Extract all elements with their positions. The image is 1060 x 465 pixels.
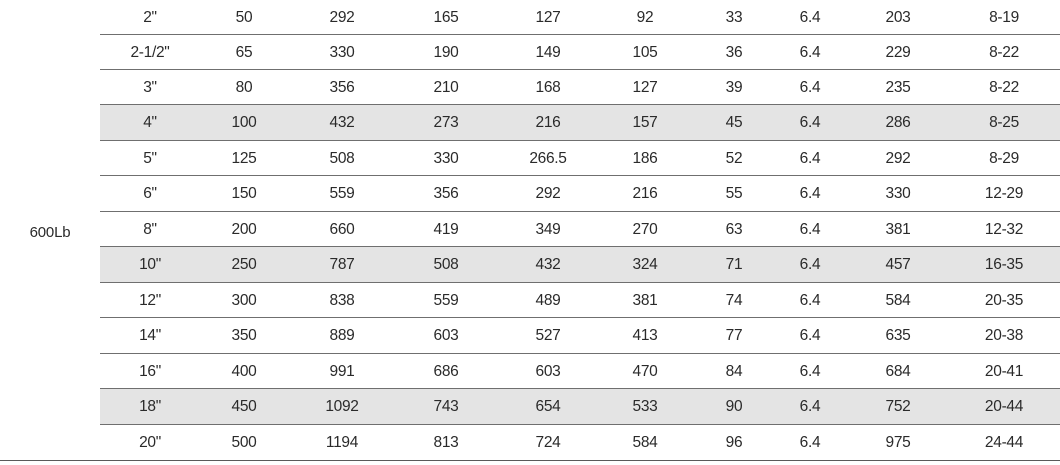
- table-cell-col-8: 16-35: [984, 255, 1024, 273]
- table-cell-col-2: 210: [433, 78, 459, 96]
- table-cell-col-3: 489: [535, 291, 561, 309]
- table-cell-dn: 50: [235, 8, 253, 26]
- table-cell-dn: 200: [231, 220, 257, 238]
- table-cell-col-5: 90: [725, 397, 743, 415]
- table-cell-size: 18": [139, 397, 161, 415]
- table-cell-dn: 300: [231, 291, 257, 309]
- pressure-class-label: 600Lb: [29, 224, 71, 241]
- table-cell-col-6: 6.4: [799, 43, 821, 61]
- table-cell-size: 2-1/2": [130, 43, 170, 61]
- table-cell-col-4: 186: [632, 149, 658, 167]
- table-cell-size: 8": [143, 220, 157, 238]
- table-cell-dn: 250: [231, 255, 257, 273]
- row-divider: [100, 246, 1060, 247]
- table-cell-col-5: 74: [725, 291, 743, 309]
- table-cell-dn: 450: [231, 397, 257, 415]
- table-cell-col-8: 20-35: [984, 291, 1024, 309]
- table-row: [100, 35, 1060, 70]
- table-cell-col-5: 52: [725, 149, 743, 167]
- table-cell-col-2: 813: [433, 433, 459, 451]
- table-row: [100, 354, 1060, 389]
- table-cell-col-8: 8-29: [989, 149, 1019, 167]
- table-cell-size: 14": [139, 326, 161, 344]
- table-cell-col-5: 63: [725, 220, 743, 238]
- table-cell-col-2: 508: [433, 255, 459, 273]
- table-cell-col-5: 45: [725, 113, 743, 131]
- table-cell-col-2: 419: [433, 220, 459, 238]
- table-cell-col-8: 24-44: [984, 433, 1024, 451]
- table-row: [100, 105, 1060, 140]
- table-cell-col-2: 190: [433, 43, 459, 61]
- table-cell-col-6: 6.4: [799, 326, 821, 344]
- table-cell-col-1: 991: [329, 362, 355, 380]
- table-cell-col-1: 508: [329, 149, 355, 167]
- table-cell-col-7: 292: [885, 149, 911, 167]
- table-cell-col-8: 12-32: [984, 220, 1024, 238]
- table-cell-col-3: 603: [535, 362, 561, 380]
- table-cell-col-3: 527: [535, 326, 561, 344]
- table-cell-size: 6": [143, 184, 157, 202]
- row-divider: [100, 317, 1060, 318]
- table-cell-col-3: 266.5: [529, 149, 567, 167]
- table-cell-col-7: 457: [885, 255, 911, 273]
- table-cell-col-4: 413: [632, 326, 658, 344]
- table-cell-col-8: 8-22: [989, 43, 1019, 61]
- table-cell-col-3: 724: [535, 433, 561, 451]
- table-cell-col-7: 330: [885, 184, 911, 202]
- table-cell-col-3: 654: [535, 397, 561, 415]
- table-cell-col-4: 127: [632, 78, 658, 96]
- table-cell-size: 10": [139, 255, 161, 273]
- row-divider: [100, 34, 1060, 35]
- table-row: [100, 283, 1060, 318]
- table-cell-col-5: 96: [725, 433, 743, 451]
- row-divider: [100, 175, 1060, 176]
- table-cell-col-2: 165: [433, 8, 459, 26]
- table-cell-col-2: 603: [433, 326, 459, 344]
- table-cell-col-2: 273: [433, 113, 459, 131]
- table-cell-col-8: 8-19: [989, 8, 1019, 26]
- table-cell-col-8: 12-29: [984, 184, 1024, 202]
- table-cell-col-5: 71: [725, 255, 743, 273]
- table-cell-col-4: 92: [636, 8, 654, 26]
- table-cell-col-3: 349: [535, 220, 561, 238]
- table-cell-col-5: 36: [725, 43, 743, 61]
- table-cell-col-2: 356: [433, 184, 459, 202]
- table-cell-dn: 65: [235, 43, 253, 61]
- table-cell-col-1: 1194: [325, 433, 359, 451]
- table-cell-col-7: 975: [885, 433, 911, 451]
- table-cell-dn: 350: [231, 326, 257, 344]
- table-cell-col-8: 20-38: [984, 326, 1024, 344]
- table-cell-col-7: 381: [885, 220, 911, 238]
- table-row: [100, 425, 1060, 460]
- table-cell-col-1: 660: [329, 220, 355, 238]
- table-cell-col-5: 84: [725, 362, 743, 380]
- table-cell-col-4: 105: [632, 43, 658, 61]
- table-cell-size: 20": [139, 433, 161, 451]
- table-cell-size: 4": [143, 113, 157, 131]
- table-cell-col-4: 157: [632, 113, 658, 131]
- table-cell-col-3: 168: [535, 78, 561, 96]
- table-cell-size: 3": [143, 78, 157, 96]
- table-row: [100, 247, 1060, 282]
- table-cell-dn: 400: [231, 362, 257, 380]
- table-cell-col-6: 6.4: [799, 397, 821, 415]
- table-cell-col-2: 330: [433, 149, 459, 167]
- table-cell-col-7: 584: [885, 291, 911, 309]
- table-cell-col-5: 39: [725, 78, 743, 96]
- table-row: [100, 70, 1060, 105]
- table-cell-col-1: 559: [329, 184, 355, 202]
- table-cell-col-4: 324: [632, 255, 658, 273]
- table-cell-col-1: 838: [329, 291, 355, 309]
- table-cell-col-7: 752: [885, 397, 911, 415]
- table-cell-col-8: 20-41: [984, 362, 1024, 380]
- table-cell-col-1: 292: [329, 8, 355, 26]
- row-divider: [100, 140, 1060, 141]
- table-cell-col-3: 292: [535, 184, 561, 202]
- table-cell-col-7: 229: [885, 43, 911, 61]
- table-cell-col-6: 6.4: [799, 184, 821, 202]
- table-cell-dn: 125: [231, 149, 257, 167]
- row-divider: [100, 353, 1060, 354]
- table-cell-col-6: 6.4: [799, 255, 821, 273]
- table-cell-col-6: 6.4: [799, 113, 821, 131]
- table-cell-dn: 100: [231, 113, 257, 131]
- table-cell-dn: 80: [235, 78, 253, 96]
- table-cell-col-1: 432: [329, 113, 355, 131]
- table-cell-col-2: 686: [433, 362, 459, 380]
- table-cell-col-8: 20-44: [984, 397, 1024, 415]
- row-divider: [100, 69, 1060, 70]
- table-cell-size: 16": [139, 362, 161, 380]
- table-cell-col-4: 270: [632, 220, 658, 238]
- table-cell-col-6: 6.4: [799, 8, 821, 26]
- table-cell-dn: 150: [231, 184, 257, 202]
- row-divider: [100, 104, 1060, 105]
- table-row: [100, 176, 1060, 211]
- table-cell-col-5: 33: [725, 8, 743, 26]
- table-cell-col-4: 470: [632, 362, 658, 380]
- table-cell-col-1: 787: [329, 255, 355, 273]
- table-cell-col-6: 6.4: [799, 362, 821, 380]
- table-cell-col-4: 584: [632, 433, 658, 451]
- table-cell-col-3: 216: [535, 113, 561, 131]
- table-cell-col-1: 889: [329, 326, 355, 344]
- table-row: [100, 0, 1060, 35]
- table-cell-col-4: 216: [632, 184, 658, 202]
- table-cell-col-7: 286: [885, 113, 911, 131]
- table-bottom-rule: [0, 460, 1060, 461]
- table-row: [100, 212, 1060, 247]
- table-cell-col-3: 149: [535, 43, 561, 61]
- row-divider: [100, 211, 1060, 212]
- table-cell-size: 2": [143, 8, 157, 26]
- table-cell-size: 12": [139, 291, 161, 309]
- table-cell-col-7: 635: [885, 326, 911, 344]
- table-cell-size: 5": [143, 149, 157, 167]
- table-row: [100, 141, 1060, 176]
- table-cell-col-8: 8-25: [989, 113, 1019, 131]
- table-cell-col-7: 684: [885, 362, 911, 380]
- table-cell-col-6: 6.4: [799, 78, 821, 96]
- table-cell-col-6: 6.4: [799, 220, 821, 238]
- table-cell-col-4: 533: [632, 397, 658, 415]
- table-cell-col-7: 203: [885, 8, 911, 26]
- table-cell-col-8: 8-22: [989, 78, 1019, 96]
- table-cell-col-2: 559: [433, 291, 459, 309]
- row-divider: [100, 282, 1060, 283]
- table-cell-col-1: 1092: [325, 397, 359, 415]
- table-cell-col-1: 356: [329, 78, 355, 96]
- table-cell-col-7: 235: [885, 78, 911, 96]
- row-divider: [100, 388, 1060, 389]
- table-cell-col-5: 55: [725, 184, 743, 202]
- table-cell-dn: 500: [231, 433, 257, 451]
- table-cell-col-2: 743: [433, 397, 459, 415]
- table-cell-col-1: 330: [329, 43, 355, 61]
- table-row: [100, 389, 1060, 424]
- table-cell-col-6: 6.4: [799, 149, 821, 167]
- table-cell-col-6: 6.4: [799, 433, 821, 451]
- row-divider: [100, 424, 1060, 425]
- table-row: [100, 318, 1060, 353]
- table-cell-col-3: 432: [535, 255, 561, 273]
- table-cell-col-3: 127: [535, 8, 561, 26]
- table-cell-col-5: 77: [725, 326, 743, 344]
- table-cell-col-6: 6.4: [799, 291, 821, 309]
- table-cell-col-4: 381: [632, 291, 658, 309]
